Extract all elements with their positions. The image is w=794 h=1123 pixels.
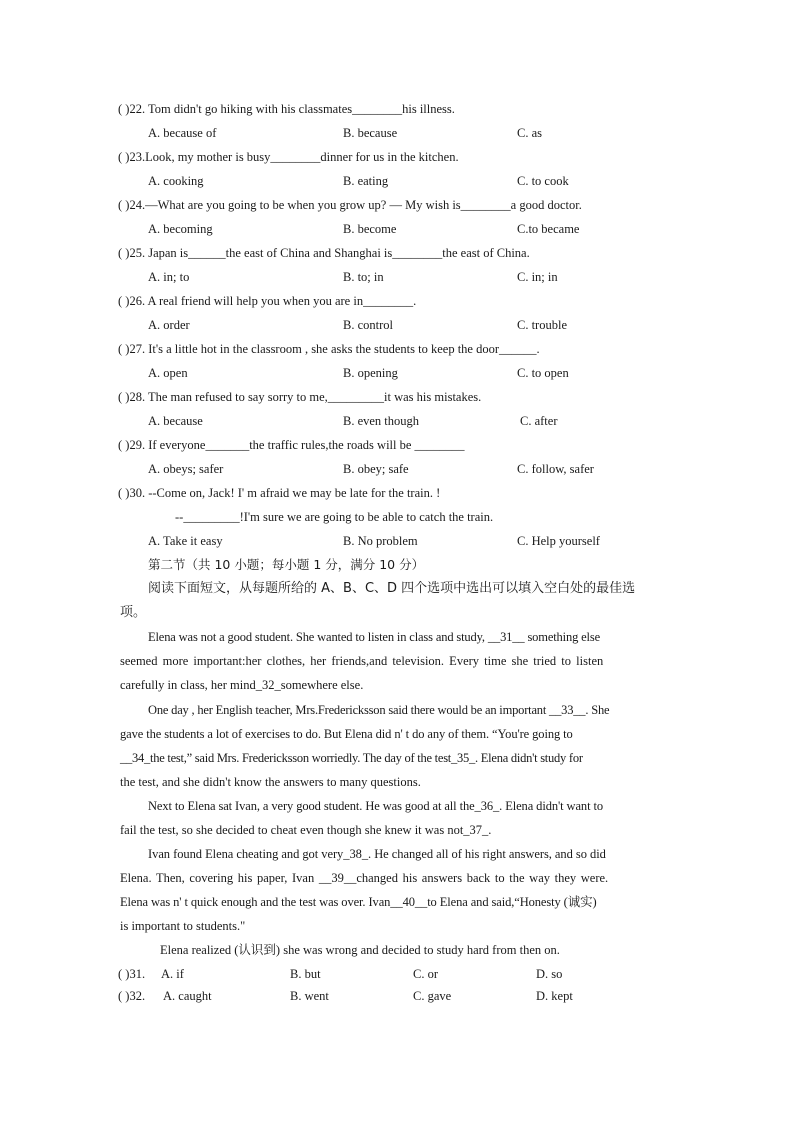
question-24-option-a: A. becoming xyxy=(148,222,213,236)
question-23-option-b: B. eating xyxy=(343,174,389,188)
passage-line: carefully in class, her mind_32_somewhere else. xyxy=(120,678,364,692)
passage-line: Elena was not a good student. She wanted to listen in class and study, __31__ something else xyxy=(148,630,600,644)
passage-line: fail the test, so she decided to cheat even though she knew it was not_37_. xyxy=(120,823,492,837)
question-31-option-b: B. but xyxy=(290,967,321,981)
passage-line: Elena realized (认识到) she was wrong and decided to study hard from then on. xyxy=(160,943,560,957)
passage-line: Next to Elena sat Ivan, a very good student. He was good at all the_36_. Elena didn't want to xyxy=(148,799,603,813)
question-32-option-b: B. went xyxy=(290,989,329,1003)
passage-line: seemed more important:her clothes, her friends,and television. Every time she tried to listen xyxy=(120,654,604,668)
question-25-option-c: C. in; in xyxy=(517,270,558,284)
section-2-instruction-line1: 阅读下面短文，从每题所给的 A、B、C、D 四个选项中选出可以填入空白处的最佳选 xyxy=(148,581,636,596)
question-32-stem: ( )32. xyxy=(118,989,146,1003)
question-25-stem: ( )25. Japan is______the east of China and Shanghai is________the east of China. xyxy=(118,246,530,260)
question-31-option-a: A. if xyxy=(161,967,184,981)
question-32-option-a: A. caught xyxy=(163,989,212,1003)
question-28-option-b: B. even though xyxy=(343,414,420,428)
passage-line: gave the students a lot of exercises to do. But Elena did n' t do any of them. “You're going to xyxy=(120,727,573,741)
question-32-option-c: C. gave xyxy=(413,989,452,1003)
question-29-option-a: A. obeys; safer xyxy=(148,462,224,476)
question-23-option-a: A. cooking xyxy=(148,174,204,188)
question-26-stem: ( )26. A real friend will help you when you are in________. xyxy=(118,294,417,308)
passage-line: __34_the test,” said Mrs. Fredericksson worriedly. The day of the test_35_. Elena didn't study for xyxy=(120,751,583,765)
passage-line: the test, and she didn't know the answers to many questions. xyxy=(120,775,421,789)
question-31-option-d: D. so xyxy=(536,967,563,981)
passage-line: Ivan found Elena cheating and got very_38_. He changed all of his right answers, and so did xyxy=(148,847,606,861)
question-30-stem: ( )30. --Come on, Jack! I' m afraid we may be late for the train. ! xyxy=(118,486,441,500)
question-30-option-b: B. No problem xyxy=(343,534,418,548)
question-30-option-c: C. Help yourself xyxy=(517,534,600,548)
question-22-option-c: C. as xyxy=(517,126,542,140)
question-27-option-b: B. opening xyxy=(343,366,398,380)
question-25-option-b: B. to; in xyxy=(343,270,384,284)
question-26-option-a: A. order xyxy=(148,318,190,332)
question-29-option-b: B. obey; safe xyxy=(343,462,409,476)
question-31-stem: ( )31. xyxy=(118,967,146,981)
question-23-option-c: C. to cook xyxy=(517,174,569,188)
question-28-stem: ( )28. The man refused to say sorry to me,_________it was his mistakes. xyxy=(118,390,482,404)
passage-line: Elena was n' t quick enough and the test was over. Ivan__40__to Elena and said,“Honesty (诚实) xyxy=(120,895,597,909)
question-24-option-b: B. become xyxy=(343,222,397,236)
question-26-option-b: B. control xyxy=(343,318,393,332)
question-30-stem-line2: --_________!I'm sure we are going to be able to catch the train. xyxy=(175,510,494,524)
question-26-option-c: C. trouble xyxy=(517,318,567,332)
question-27-stem: ( )27. It's a little hot in the classroom , she asks the students to keep the door______. xyxy=(118,342,540,356)
question-24-stem: ( )24.—What are you going to be when you grow up? — My wish is________a good doctor. xyxy=(118,198,582,212)
question-22-stem: ( )22. Tom didn't go hiking with his classmates________his illness. xyxy=(118,102,455,116)
question-24-option-c: C.to became xyxy=(517,222,580,236)
question-29-stem: ( )29. If everyone_______the traffic rules,the roads will be ________ xyxy=(118,438,465,452)
question-28-option-a: A. because xyxy=(148,414,203,428)
section-2-title: 第二节（共 10 小题；每小题 1 分，满分 10 分） xyxy=(148,557,425,572)
question-22-option-a: A. because of xyxy=(148,126,217,140)
question-28-option-c: C. after xyxy=(520,414,558,428)
passage-line: One day , her English teacher, Mrs.Fredericksson said there would be an important __33__. She xyxy=(148,703,610,717)
question-23-stem: ( )23.Look, my mother is busy________dinner for us in the kitchen. xyxy=(118,150,459,164)
question-27-option-c: C. to open xyxy=(517,366,569,380)
question-22-option-b: B. because xyxy=(343,126,398,140)
question-32-option-d: D. kept xyxy=(536,989,573,1003)
question-30-option-a: A. Take it easy xyxy=(148,534,223,548)
question-29-option-c: C. follow, safer xyxy=(517,462,594,476)
question-25-option-a: A. in; to xyxy=(148,270,190,284)
question-27-option-a: A. open xyxy=(148,366,188,380)
passage-line: Elena. Then, covering his paper, Ivan __39__changed his answers back to the way they were. xyxy=(120,871,609,885)
question-31-option-c: C. or xyxy=(413,967,438,981)
section-2-instruction-line2: 项。 xyxy=(120,605,147,620)
passage-line: is important to students." xyxy=(120,919,246,933)
